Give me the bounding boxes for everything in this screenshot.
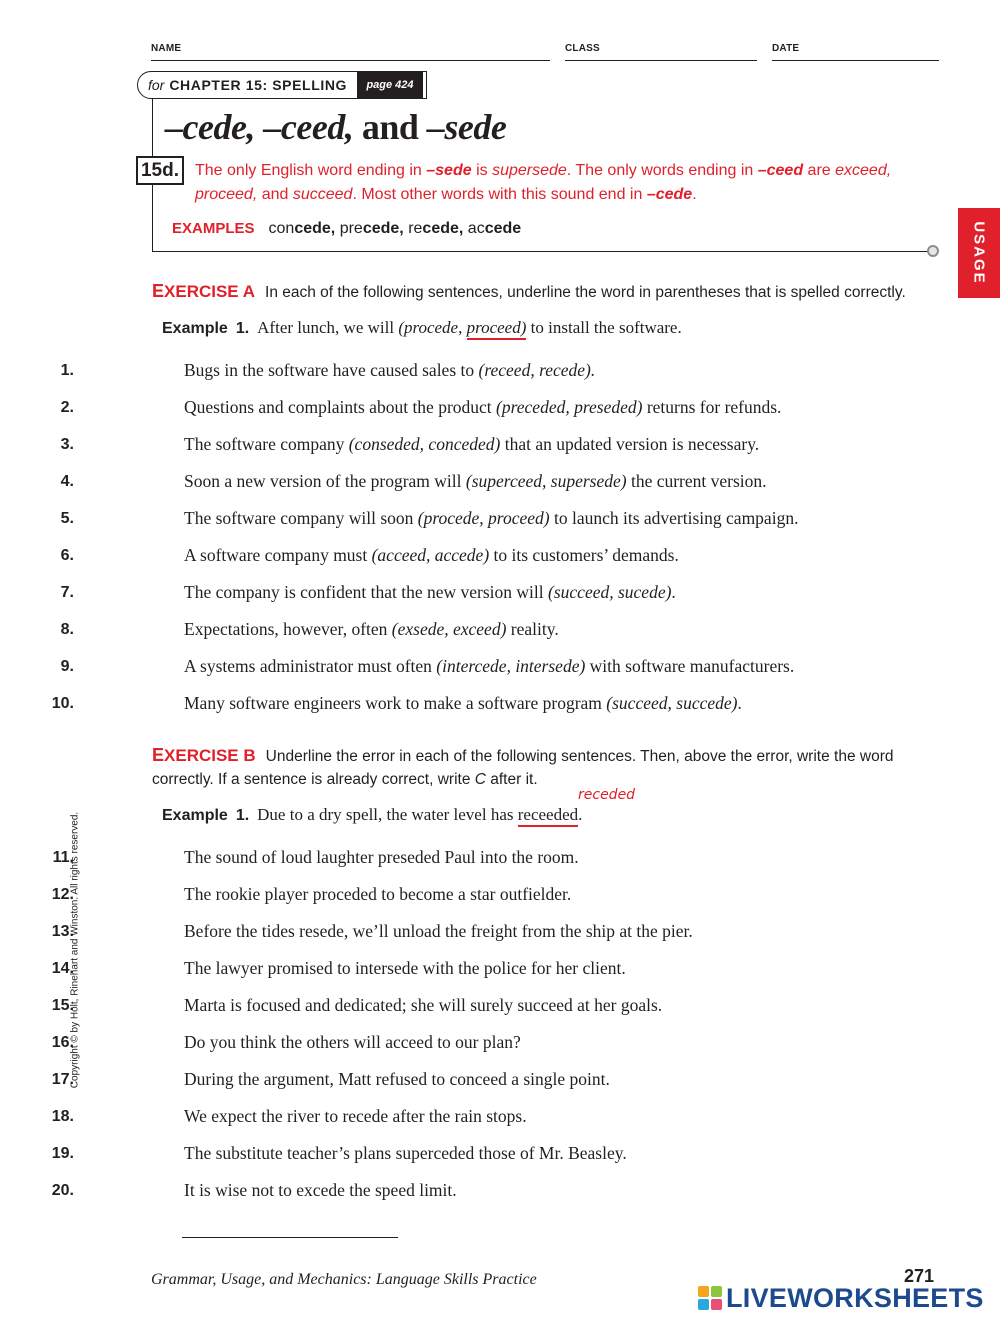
examples-label: EXAMPLES [172, 220, 255, 237]
rule-number-badge: 15d. [136, 156, 184, 185]
item-choices[interactable]: (intercede, intersede) [436, 656, 586, 676]
item-sentence [184, 360, 595, 381]
class-label: CLASS [565, 43, 600, 54]
example-word-3-prefix: re [408, 220, 423, 237]
footnote-rule [182, 1237, 398, 1238]
item-number: 19. [51, 1145, 74, 1162]
item-sentence[interactable]: The sound of loud laughter preseded Paul into the room. [184, 847, 579, 867]
example-word-3-suffix: cede, [422, 220, 464, 237]
item-sentence-pre: Soon a new version of the program will [184, 471, 466, 491]
item-sentence [184, 508, 798, 529]
exercise-a-label: EXERCISE A [152, 281, 256, 301]
exercise-b-label: EXERCISE B [152, 745, 256, 765]
date-line [772, 60, 939, 61]
exercise-a-example [162, 318, 682, 338]
item-sentence[interactable]: It is wise not to excede the speed limit. [184, 1180, 457, 1200]
item-number: 8. [60, 621, 74, 638]
item-sentence[interactable]: We expect the river to recede after the rain stops. [184, 1106, 527, 1126]
examples-line [172, 220, 521, 238]
item-sentence-post: returns for refunds. [642, 397, 782, 417]
exercise-b-example-label: Example [162, 807, 228, 824]
item-sentence-post: . [737, 693, 742, 713]
usage-tab-label: USAGE [970, 221, 988, 285]
item-number: 16. [51, 1034, 74, 1051]
item-sentence-pre: A software company must [184, 545, 372, 565]
item-number: 14. [51, 960, 74, 977]
item-sentence [184, 693, 742, 714]
rule-text-2: –sede [426, 162, 472, 179]
title-part-2: –sede [426, 107, 507, 147]
item-sentence [184, 656, 794, 677]
rule-text-9: and [257, 186, 293, 203]
item-sentence-post: reality. [506, 619, 559, 639]
title-and: and [353, 107, 427, 147]
item-sentence-post: with software manufacturers. [585, 656, 795, 676]
item-sentence [184, 619, 559, 640]
exercise-a-example-number: 1. [235, 320, 250, 337]
item-sentence [184, 471, 767, 492]
liveworksheets-logo [698, 1283, 984, 1313]
liveworksheets-wordmark: LIVEWORKSHEETS [726, 1282, 984, 1313]
exercise-b-instructions-2: after it. [485, 771, 538, 788]
chapter-for: for [148, 77, 165, 93]
item-sentence-post: to launch its advertising campaign. [549, 508, 799, 528]
item-sentence [184, 582, 676, 603]
item-sentence-pre: The company is confident that the new version will [184, 582, 549, 602]
exercise-a-example-label: Example [162, 320, 228, 337]
item-sentence [184, 397, 781, 418]
item-number: 20. [51, 1182, 74, 1199]
exercise-b-instructions-1: Underline the error in each of the following sentences. Then, above the error, write the word correctly. If a sentence is already correct, write [152, 748, 894, 788]
example-word-4-suffix: cede [484, 220, 522, 237]
copyright-notice: Copyright © by Holt, Rinehart and Winston. All rights reserved. [69, 811, 81, 1089]
exercise-a-example-paren: (procede, [398, 318, 467, 337]
rule-text-10: succeed [292, 186, 353, 203]
exercise-b-example-error: receeded [518, 805, 578, 827]
item-choices[interactable]: (receed, recede). [478, 360, 596, 380]
item-number: 13. [51, 923, 74, 940]
item-sentence-pre: A systems administrator must often [184, 656, 437, 676]
item-number: 4. [60, 473, 74, 490]
item-sentence[interactable]: The rookie player proceded to become a star outfielder. [184, 884, 572, 904]
name-label: NAME [151, 43, 182, 54]
page-number: 271 [904, 1266, 935, 1286]
page-reference: page 424 [357, 72, 423, 98]
item-choices[interactable]: (succeed, sucede) [548, 582, 672, 602]
item-number: 10. [51, 695, 74, 712]
rule-text-11: . Most other words with this sound end in [352, 186, 647, 203]
item-sentence[interactable]: Do you think the others will acceed to our plan? [184, 1032, 521, 1052]
chapter-title: CHAPTER 15: SPELLING [169, 77, 348, 93]
item-sentence-post: the current version. [626, 471, 767, 491]
page-title [165, 106, 506, 148]
item-number: 12. [51, 886, 74, 903]
item-number: 7. [60, 584, 74, 601]
item-number: 5. [60, 510, 74, 527]
item-sentence-pre: Many software engineers work to make a software program [184, 693, 607, 713]
item-number: 11. [52, 849, 74, 866]
title-part-1: –cede, –ceed, [165, 107, 354, 147]
example-word-2-prefix: pre [339, 220, 363, 237]
rule-text-7: are [803, 162, 836, 179]
rule-text-6: –ceed [757, 162, 804, 179]
rule-text-5: . The only words ending in [566, 162, 758, 179]
example-word-2-suffix: cede, [362, 220, 404, 237]
rule-text-3: is [471, 162, 493, 179]
item-sentence[interactable]: Marta is focused and dedicated; she will surely succeed at her goals. [184, 995, 663, 1015]
item-number: 1. [60, 362, 74, 379]
item-number: 2. [60, 399, 74, 416]
item-sentence[interactable]: The lawyer promised to intersede with the police for her client. [184, 958, 626, 978]
item-choices[interactable]: (superceed, supersede) [465, 471, 627, 491]
item-number: 15. [51, 997, 74, 1014]
item-sentence-pre: Expectations, however, often [184, 619, 392, 639]
item-choices[interactable]: (procede, proceed) [417, 508, 550, 528]
exercise-a-instructions: In each of the following sentences, underline the word in parentheses that is spelled correctly. [265, 284, 906, 301]
item-sentence[interactable]: During the argument, Matt refused to conceed a single point. [184, 1069, 610, 1089]
exercise-b-example [162, 805, 582, 825]
exercise-b-instructions-c: C [474, 771, 486, 788]
exercise-a-example-post: to install the software. [526, 318, 682, 337]
item-sentence-pre: Questions and complaints about the product [184, 397, 497, 417]
item-sentence-pre: The software company [184, 434, 349, 454]
item-sentence-post: . [671, 582, 676, 602]
rule-text-4: supersede [492, 162, 567, 179]
example-word-1-prefix: con [268, 220, 295, 237]
item-choices[interactable]: (succeed, succede) [606, 693, 738, 713]
rule-text-8: exceed, proceed, [195, 162, 892, 203]
exercise-b-example-correction: receded [578, 787, 636, 803]
exercise-b-example-number: 1. [235, 807, 250, 824]
exercise-a-example-answer: proceed) [467, 318, 527, 340]
item-choices[interactable]: (conseded, conceded) [348, 434, 501, 454]
rule-line-end-knob [927, 245, 939, 257]
item-number: 17. [51, 1071, 74, 1088]
rule-text-13: . [692, 186, 697, 203]
rule-box-bottom-line [152, 251, 928, 252]
rule-text-1: The only English word ending in [195, 162, 427, 179]
item-sentence-pre: The software company will soon [184, 508, 418, 528]
item-choices[interactable]: (preceded, preseded) [496, 397, 643, 417]
item-number: 6. [60, 547, 74, 564]
item-choices[interactable]: (exsede, exceed) [391, 619, 507, 639]
item-sentence-post: that an updated version is necessary. [500, 434, 760, 454]
exercise-a-example-pre: After lunch, we will [257, 318, 399, 337]
item-number: 9. [60, 658, 74, 675]
example-word-1-suffix: cede, [294, 220, 336, 237]
item-choices[interactable]: (acceed, accede) [371, 545, 490, 565]
item-sentence-post: to its customers’ demands. [489, 545, 679, 565]
date-label: DATE [772, 43, 800, 54]
name-line [151, 60, 550, 61]
exercise-b-header [152, 744, 952, 791]
item-sentence[interactable]: Before the tides resede, we’ll unload the freight from the ship at the pier. [184, 921, 693, 941]
item-sentence-pre: Bugs in the software have caused sales to [184, 360, 479, 380]
rule-text-12: –cede [646, 186, 693, 203]
example-word-4-prefix: ac [467, 220, 485, 237]
book-title: Grammar, Usage, and Mechanics: Language Skills Practice [151, 1271, 537, 1288]
rule-text [195, 159, 925, 207]
item-number: 3. [60, 436, 74, 453]
exercise-a-header [152, 280, 952, 304]
usage-side-tab [958, 208, 1000, 298]
exercise-b-example-pre: Due to a dry spell, the water level has [257, 805, 518, 824]
item-sentence [184, 545, 679, 566]
item-number: 18. [51, 1108, 74, 1125]
class-line [565, 60, 757, 61]
exercise-b-example-post: . [578, 805, 583, 824]
liveworksheets-logo-icon [698, 1286, 722, 1310]
item-sentence [184, 434, 759, 455]
item-sentence[interactable]: The substitute teacher’s plans superceded those of Mr. Beasley. [184, 1143, 627, 1163]
